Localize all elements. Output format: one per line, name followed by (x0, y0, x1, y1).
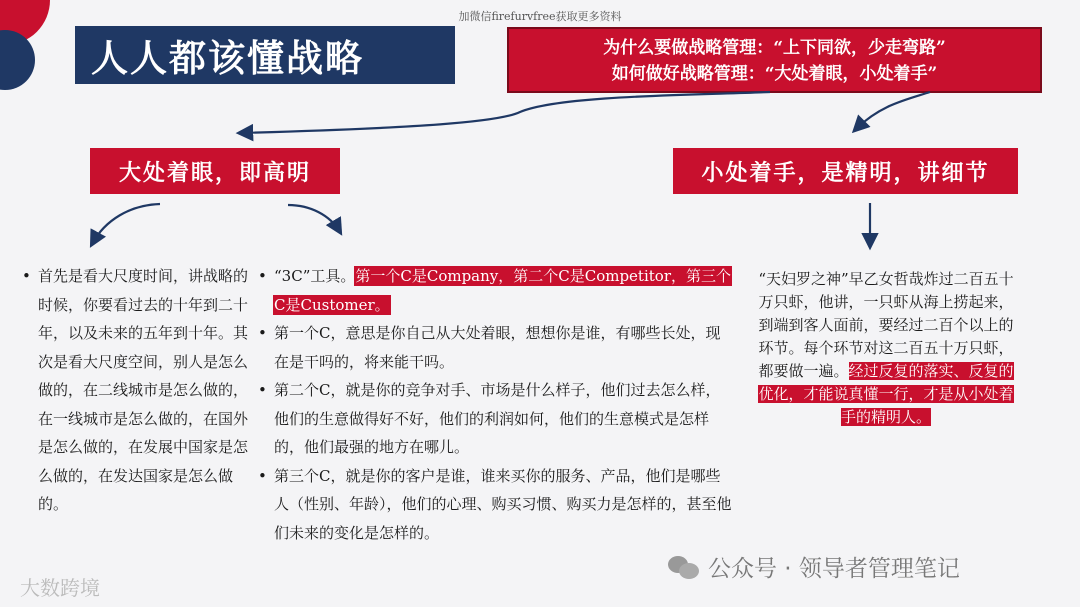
arrow-to-left-label (240, 92, 770, 133)
arrow-left-down-2 (288, 205, 340, 232)
list-item (258, 319, 733, 376)
bullet-icon (258, 319, 274, 376)
details-label: 小处着手，是精明，讲细节 (673, 148, 1018, 194)
company-paragraph: 第一个C，意思是你自己从大处着眼，想想你是谁，有哪些长处，现在是干吗的，将来能干吗。 (274, 324, 721, 371)
three-c-highlight: 第一个C是Company，第二个C是Competitor，第三个C是Customer。 (274, 267, 731, 314)
top-watermark: 加微信firefurvfree获取更多资料 (458, 10, 622, 23)
three-c-list (258, 262, 733, 547)
footer-watermark-right (668, 550, 960, 583)
footer-account-name: 公众号 · 领导者管理笔记 (708, 556, 960, 582)
bullet-icon (22, 262, 38, 519)
tempura-story (752, 268, 1020, 429)
list-item (258, 376, 733, 462)
arrow-left-down-1 (92, 204, 160, 244)
page-title (75, 26, 455, 84)
banner-line-2: 如何做好战略管理：“大处着眼，小处着手” (611, 64, 938, 84)
tempura-paragraph: “天妇罗之神”早乙女哲哉炸过二百五十万只虾，他讲，一只虾从海上捞起来，到端到客人面前，要经过二百个以上的环节。每个环节对这二百五十万只虾，都要做一遍。 (758, 270, 1014, 380)
customer-paragraph: 第三个C，就是你的客户是谁，谁来买你的服务、产品，他们是哪些人（性别、年龄），他们的心理、购买习惯、购买力是怎样的，甚至他们未来的变化是怎样的。 (274, 466, 732, 542)
strategy-banner (507, 27, 1042, 93)
bullet-icon (258, 376, 274, 462)
page-title-text: 人人都该懂战略 (91, 36, 364, 80)
footer-watermark-left: 大数跨境 (20, 576, 100, 600)
three-c-intro: “3C”工具。 (274, 267, 356, 285)
competitor-paragraph: 第二个C，就是你的竞争对手、市场是什么样子，他们过去怎么样，他们的生意做得好不好，他们的利润如何，他们的生意模式是怎样的，他们最强的地方在哪儿。 (274, 381, 721, 456)
big-picture-label: 大处着眼，即高明 (90, 148, 340, 194)
corner-blue-circle (0, 30, 35, 90)
big-picture-text (22, 262, 262, 519)
tempura-highlight: 经过反复的落实、反复的优化，才能说真懂一行，才是从小处着手的精明人。 (758, 362, 1014, 426)
banner-line-1: 为什么要做战略管理：“上下同欲，少走弯路” (603, 38, 946, 58)
bullet-icon (258, 462, 274, 548)
list-item (258, 262, 733, 319)
arrow-to-right-label (855, 92, 930, 130)
list-item (258, 462, 733, 548)
bullet-icon (258, 262, 274, 319)
wechat-icon (668, 554, 700, 580)
big-picture-paragraph: 首先是看大尺度时间，讲战略的时候，你要看过去的十年到二十年，以及未来的五年到十年。其次是看大尺度空间，别人是怎么做的，在二线城市是怎么做的，在一线城市是怎么做的，在国外是怎么做的，在发展中国家是怎么做的，在发达国家是怎么做的。 (38, 267, 249, 513)
